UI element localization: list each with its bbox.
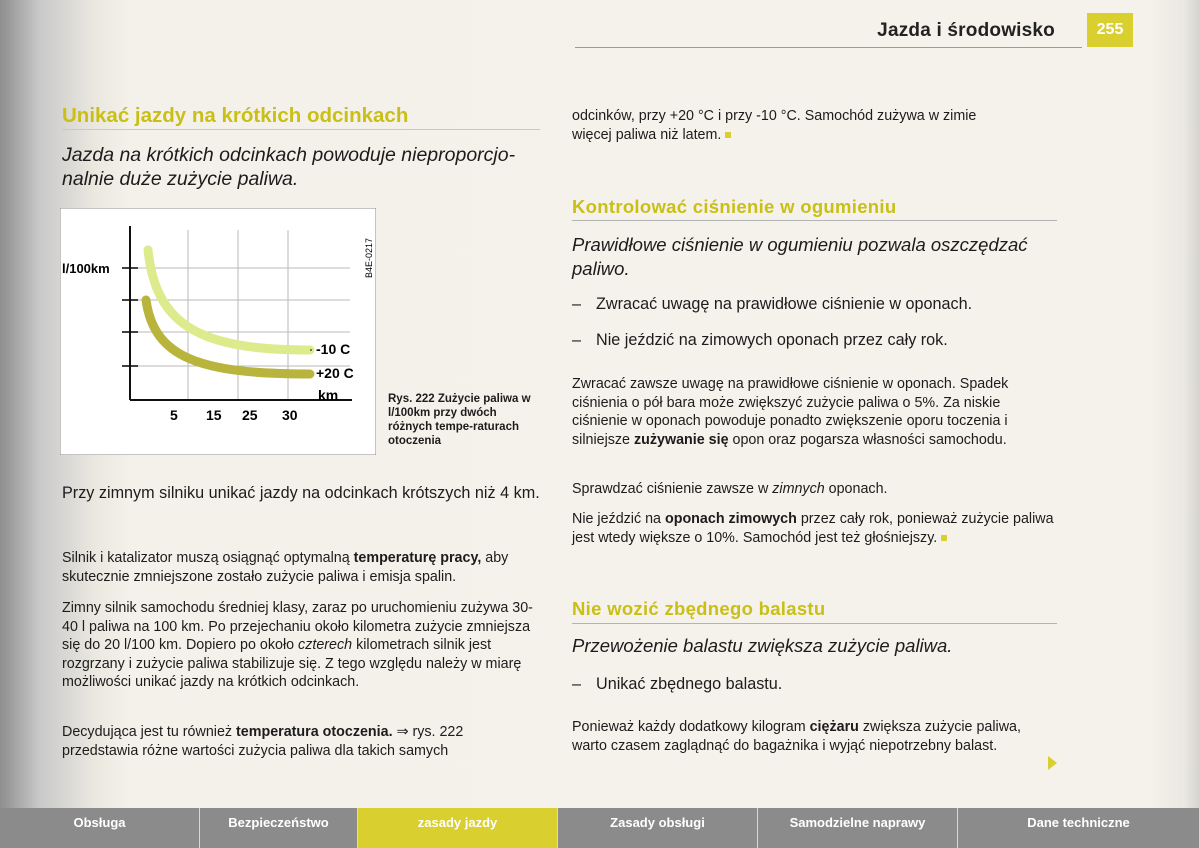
emphasis: oponach zimowych	[664, 511, 797, 527]
tyre-pressure-lead: Prawidłowe ciśnienie w ogumieniu pozwala oszczędzać paliwo.	[572, 234, 1028, 279]
heading-rule	[572, 623, 1057, 624]
text-run: kilometrach silnik jest rozgrzany i zużycie paliwa stabilizuje się. Z tego względu należy w miarę możliwości unikać jazdy na krótkich odcinkach.	[62, 637, 522, 691]
paragraph-catalyst	[62, 549, 542, 586]
dash-marker: –	[572, 331, 582, 349]
x-tick-label: 5	[170, 407, 178, 423]
nav-tab-samodzielne-naprawy[interactable]: Samodzielne naprawy	[758, 808, 958, 848]
consumption-figure	[60, 208, 376, 455]
paragraph-cold-engine: Przy zimnym silniku unikać jazdy na odcinkach krótszych niż 4 km.	[62, 484, 540, 502]
left-lead-text: Jazda na krótkich odcinkach powoduje nieproporcjo-nalnie duże zużycie paliwa.	[62, 144, 516, 190]
nav-tab-obsluga[interactable]: Obsługa	[0, 808, 200, 848]
ballast-lead: Przewożenie balastu zwiększa zużycie paliwa.	[572, 635, 953, 656]
series-label-warm: +20 C	[316, 365, 354, 381]
text-run: Ponieważ każdy dodatkowy kilogram	[572, 719, 810, 735]
page-number: 255	[1087, 13, 1133, 47]
emphasis: temperatura otoczenia.	[236, 724, 393, 740]
header-rule	[575, 47, 1082, 48]
continue-arrow-icon	[1048, 756, 1057, 770]
instruction-text: Nie jeździć na zimowych oponach przez cały rok.	[596, 331, 948, 349]
paragraph-winter-tyres	[572, 510, 1057, 547]
instruction-item	[572, 330, 1062, 350]
nav-tab-zasady-obslugi[interactable]: Zasady obsługi	[558, 808, 758, 848]
dash-marker: –	[572, 675, 582, 693]
figure-code: B4E-0217	[364, 237, 374, 278]
text-run: aby skutecznie zmniejszone zostało zużycie paliwa i emisja spalin.	[62, 550, 509, 585]
instruction-text: Zwracać uwagę na prawidłowe ciśnienie w oponach.	[596, 295, 973, 313]
nav-tab-bezpieczenstwo[interactable]: Bezpieczeństwo	[200, 808, 358, 848]
text-run: odcinków, przy +20 °C i przy -10 °C. Samochód zużywa w zimie więcej paliwa niż latem.	[572, 108, 977, 143]
section-title: Jazda i środowisko	[877, 20, 1055, 41]
text-run: Silnik i katalizator muszą osiągnąć optymalną	[62, 550, 354, 566]
x-unit-label: km	[318, 387, 339, 403]
x-tick-label: 30	[282, 407, 298, 423]
text-run: Zwracać zawsze uwagę na prawidłowe ciśnienie w oponach. Spadek ciśnienia o pół bara może zwiększyć zużycie paliwa o 5%. Za niskie ciśnienie w oponach powoduje ponadto zwiększenie oporu toczenia i silniejsze	[572, 376, 1009, 448]
text-run: Nie jeździć na	[572, 511, 665, 527]
text-run: ⇒ rys. 222 przedstawia różne wartości zużycia paliwa dla takich samych	[62, 724, 464, 759]
text-run: opon oraz pogarsza własności samochodu.	[728, 431, 1007, 448]
dash-marker: –	[572, 295, 582, 313]
paragraph-continuation	[572, 107, 992, 144]
heading-rule	[572, 220, 1057, 221]
text-run: zwiększa zużycie paliwa, warto czasem zaglądnąć do bagażnika i wyjąć niepotrzebny balast.	[572, 719, 1021, 754]
emphasis: zużywanie się	[633, 431, 729, 448]
chapter-nav	[0, 808, 1200, 848]
paragraph-extra-weight	[572, 718, 1042, 755]
section-heading-tyre-pressure: Kontrolować ciśnienie w ogumieniu	[572, 196, 897, 217]
y-unit-label: l/100km	[62, 261, 110, 276]
end-marker-icon	[941, 535, 947, 541]
emphasis: ciężaru	[809, 719, 859, 735]
series-label-cold: -10 C	[316, 341, 351, 357]
text-run: Sprawdzać ciśnienie zawsze w	[572, 481, 773, 497]
text-run: przez cały rok, ponieważ zużycie paliwa jest wtedy większe o 10%. Samochód jest też głośniejszy.	[572, 511, 1054, 546]
text-run: oponach.	[824, 481, 888, 497]
paragraph-consumption	[62, 599, 542, 692]
emphasis: zimnych	[772, 481, 825, 497]
paragraph-check-cold	[572, 480, 1057, 499]
emphasis: czterech	[298, 637, 353, 654]
paragraph-pressure-drop	[572, 375, 1057, 449]
x-tick-label: 25	[242, 407, 258, 423]
text-run: Decydująca jest tu również	[62, 724, 237, 740]
emphasis: temperaturę pracy,	[353, 550, 482, 566]
paragraph-temperature	[62, 723, 542, 760]
heading-rule	[62, 129, 540, 130]
instruction-text: Unikać zbędnego balastu.	[596, 675, 783, 693]
nav-tab-zasady-jazdy[interactable]: zasady jazdy	[358, 808, 558, 848]
figure-caption: Rys. 222 Zużycie paliwa w l/100km przy dwóch różnych tempe-raturach otoczenia	[388, 393, 531, 447]
end-marker-icon	[725, 132, 731, 138]
left-section-heading: Unikać jazdy na krótkich odcinkach	[62, 104, 409, 127]
section-heading-ballast: Nie wozić zbędnego balastu	[572, 598, 826, 619]
text-run: Zimny silnik samochodu średniej klasy, zaraz po uruchomieniu zużywa 30-40 l paliwa na 100 km. Po przejechaniu około kilometra zużycie zmniejsza się do 20 l/100 km. Dopiero po około	[62, 600, 533, 654]
instruction-item	[572, 294, 1062, 314]
nav-tab-dane-techniczne[interactable]: Dane techniczne	[958, 808, 1200, 848]
instruction-item	[572, 674, 1062, 694]
x-tick-label: 15	[206, 407, 222, 423]
